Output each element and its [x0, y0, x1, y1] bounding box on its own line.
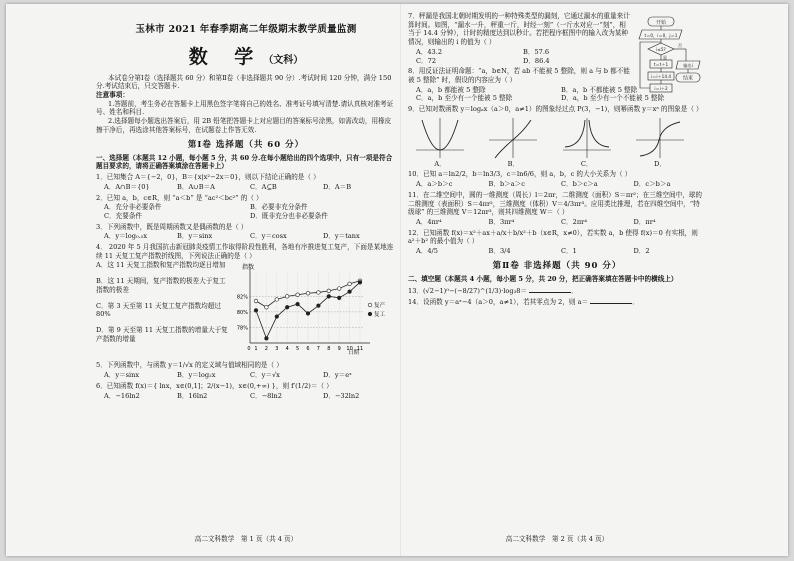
option-a: A．a＞b＞c [416, 180, 453, 189]
subject-sub: （文科） [263, 54, 304, 66]
question-10 [408, 170, 706, 188]
flow-step1-text: t＝t＋1 [653, 62, 669, 67]
question-4 [96, 243, 396, 359]
option-b: B．这 11 天期间，复产指数的极差大于复工指数的极差 [96, 277, 226, 294]
flow-cond-text: i≤5? [656, 47, 666, 52]
option-c: C．1 [561, 247, 577, 256]
x-tick-label: 11 [356, 346, 364, 353]
x-tick-label: 5 [296, 346, 300, 353]
answer-blank [529, 286, 571, 293]
option-d: D．y＝tanx [323, 232, 360, 241]
option-a: A．4πr⁴ [416, 217, 442, 226]
option-b: B．A∪B＝A [177, 182, 215, 191]
flow-start-text: 开始 [655, 20, 667, 26]
question-stem: 5．下列函数中，与函数 y＝1/√x 的定义域与值域相同的是（ ） [96, 361, 283, 370]
y-tick-label: 80% [236, 310, 248, 317]
data-point [275, 315, 279, 319]
question-3 [96, 223, 396, 241]
legend-marker [368, 313, 372, 317]
option-a: A．43.2 [416, 47, 443, 56]
resumption-index-chart [228, 261, 393, 359]
page-2 [408, 10, 706, 550]
data-point [317, 304, 321, 308]
option-d: D．a，b 至少有一个不能被 5 整除 [561, 94, 665, 103]
data-point [254, 300, 258, 304]
option-c: C．2πr⁴ [561, 217, 587, 226]
option-d: D．A＝B [323, 182, 352, 191]
option-a: A．A∩B＝{0} [104, 182, 150, 191]
question-2 [96, 194, 396, 221]
question-stem: 11．在二维空间中，圆的一维测度（周长）l＝2πr，二维测度（面积）S＝πr²；在三维空间中，球的二维测度（表面积）S＝4πr²，三维测度（体积）V＝4/3πr³。应用类比推理，若在四维空间中，“特级球” 的三维测度 V＝12πr³，则其四维测度 W＝（ ） [408, 190, 702, 217]
option-a: A．y＝sinx [104, 371, 140, 380]
question-stem: 12．已知函数 f(x)＝x²＋ax＋a/x＋b/x²＋b（x∈R，x≠0），若实数 a，b 使得 f(x)＝0 有实根，则 a²＋b² 的最小值为（ ） [408, 228, 698, 246]
x-axis-label: 日期 [348, 350, 360, 357]
option-b: B．y＝sinx [177, 232, 213, 241]
x-tick-label: 2 [264, 346, 268, 353]
option-c: C．A⊆B [250, 182, 277, 191]
option-d: D．86.4 [523, 56, 550, 65]
option-c: C．y＝√x [250, 371, 280, 380]
option-a: A．y＝log₀.₅x [104, 232, 148, 241]
option-c: C．y＝cosx [250, 232, 287, 241]
option-graph-b [487, 116, 539, 169]
data-point [296, 293, 300, 297]
x-tick-label: 1 [254, 346, 258, 353]
x-tick-label: 7 [316, 346, 320, 353]
data-point [285, 306, 289, 310]
flow-output-text: 输出i [683, 63, 693, 68]
option-a: A．4/5 [416, 247, 438, 256]
part1-title: 第Ⅰ卷 选择题（共 60 分） [187, 139, 305, 150]
x-tick-label: 10 [346, 346, 353, 353]
data-point [306, 312, 310, 316]
question-7 [408, 12, 630, 65]
question-14: 14．设函数 y＝aˣ−4（a＞0，a≠1），若其零点为 2，则 a＝ ． [408, 298, 639, 307]
question-stem: 4． 2020 年 5 月我国抗击新冠肺炎疫情工作取得阶段性胜利，各地有序推进复工复产，下面是某地连续 11 天复工复产指数折线图，下列说法正确的是（ ） [96, 243, 394, 260]
option-b: B．16ln2 [177, 391, 208, 400]
option-c: C．b＞c＞a [561, 180, 598, 189]
option-b: B．y＝log₂x [177, 371, 216, 380]
data-point [285, 295, 289, 299]
x-tick-label: 4 [285, 346, 289, 353]
question-stem: 1．已知集合 A＝{−2，0}，B＝{x|x²−2x＝0}，则以下结论正确的是（ ） [96, 173, 320, 182]
data-point [327, 290, 331, 294]
question-stem: 9．已知对数函数 y＝logₐx（a＞0，a≠1）的图象经过点 P(3，−1)，则幂函数 y＝xᵃ 的图象是（ ） [408, 105, 703, 114]
question-stem: 3．下列函数中，既是周期函数又是偶函数的是（ ） [96, 222, 248, 231]
flow-init-text: t＝0，i＝0，j＝1 [644, 33, 678, 38]
question-stem: 7．秤漏是我国北朝时期发明的一种特殊类型的漏刻，它通过漏水的重量来计算时间。如图，“漏水一升，秤重一斤，时经一刻”（一斤水对应一“刻”，相当于 14.4 分钟），计时的精度达到以秒计。若把程序框图中的输入改为某种情况，则输出的 i 的值为（ ） [408, 12, 630, 47]
option-c: C．a，b 至少有一个能被 5 整除 [416, 94, 513, 103]
y-tick-label: 78% [236, 325, 248, 332]
option-b: B．3πr⁴ [488, 217, 515, 226]
option-a: A．a，b 都能被 5 整除 [416, 85, 486, 94]
question-5 [96, 361, 396, 379]
x-origin-label: 0 [247, 346, 251, 353]
question-13: 13．(√2−1)⁰−(−8/27)^(1/3)·log₃8＝ ． [408, 286, 578, 295]
x-tick-label: 8 [327, 346, 331, 353]
data-point [306, 292, 310, 296]
data-point [275, 298, 279, 302]
option-c: C．第 3 天至第 11 天复工复产指数均超过 80% [96, 301, 221, 319]
x-tick-label: 9 [337, 346, 341, 353]
notice-title: 注意事项： [96, 91, 129, 100]
option-a: A．这 11 天复工指数和复产指数均逐日增加 [96, 261, 226, 270]
question-stem: 10．已知 a＝ln2/2，b＝ln3/3，c＝ln6/6，则 a，b，c 的大小关系为（ ） [408, 170, 632, 179]
option-d: D．既非充分也非必要条件 [250, 211, 328, 220]
data-point [337, 297, 341, 301]
option-b: B．3/4 [488, 247, 511, 256]
data-point [348, 290, 352, 294]
graph-c [561, 116, 613, 160]
option-d: D．第 9 天至第 11 天复工指数的增量大于复产指数的增量 [96, 326, 228, 343]
subject-heading [96, 45, 396, 70]
option-d: D．y＝eˣ [323, 371, 352, 380]
flow-step2-text: i＝i＋14.4 [650, 74, 672, 79]
question-stem: 14．设函数 y＝aˣ−4（a＞0，a≠1），若其零点为 2，则 a＝ [408, 298, 589, 307]
flow-no-text: 否 [677, 43, 683, 48]
option-c: C．−8ln2 [250, 391, 282, 400]
question-6 [96, 382, 396, 400]
option-d: D． [654, 159, 666, 168]
x-tick-label: 6 [306, 346, 310, 353]
data-point [265, 337, 269, 341]
question-stem: 2．已知 a，b，c∈R，则 “a＜b” 是 “ac²＜bc²” 的（ ） [96, 193, 263, 202]
data-point [358, 281, 362, 285]
option-a: A． [434, 159, 446, 168]
option-graph-c [561, 116, 613, 169]
option-b: B．57.6 [523, 47, 550, 56]
question-8 [408, 67, 630, 84]
flow-end-text: 结束 [682, 75, 694, 82]
data-point [317, 291, 321, 295]
option-b: B． [507, 159, 520, 168]
option-graph-a [414, 116, 466, 169]
exam-title: 玉林市 2021 年春季期高二年级期末教学质量监测 [135, 24, 357, 35]
option-d: D．2 [633, 247, 650, 256]
flow-step3-text: i＝i＋2 [654, 86, 668, 91]
option-c: C．充要条件 [104, 211, 143, 220]
graph-b [487, 116, 539, 160]
option-b: B．必要非充分条件 [250, 203, 308, 212]
part2-heading: 二、填空题（本题共 4 小题，每小题 5 分，共 20 分，把正确答案填在答题卡中的横线上） [408, 274, 678, 283]
question-11 [408, 191, 706, 227]
option-a: A．−16ln2 [104, 391, 140, 400]
notice-item-1: 1.答题前，考生务必在答题卡上用黑色签字笔将自己的姓名、准考证号填写清楚.请认真核对准考证号、姓名和科目. [96, 99, 394, 117]
answer-blank [590, 297, 632, 304]
graph-a [414, 116, 466, 160]
legend-marker [368, 304, 372, 308]
option-d: D．πr⁴ [633, 217, 656, 226]
flow-yes-text: 是 [662, 55, 668, 60]
part2-title: 第Ⅱ卷 非选择题（共 90 分） [492, 260, 622, 271]
data-point [265, 306, 269, 310]
y-axis-label: 指数 [242, 264, 255, 272]
page-1 [96, 10, 396, 550]
data-point [348, 283, 352, 287]
legend-label: 复工 [374, 312, 386, 319]
question-12 [408, 229, 706, 256]
option-c: C． [580, 159, 593, 168]
option-a: A．充分非必要条件 [104, 203, 162, 212]
exam-sheet [6, 4, 788, 556]
question-stem: 8．用反证法证明命题：“a，b∈N，若 ab 不能被 5 整除，则 a 与 b 都不能被 5 整除” 时，假设的内容应为（ ） [408, 67, 630, 84]
question-stem: 6．已知函数 f(x)＝{ lnx，x∈(0,1]；2/(x−1)，x∈(0,+∞) }，则 f′(1/2)＝（ ） [96, 381, 333, 390]
option-d: D．c＞b＞a [633, 180, 671, 189]
x-tick-label: 3 [275, 346, 279, 353]
data-point [296, 303, 300, 307]
y-tick-label: 82% [236, 294, 248, 301]
flowchart [632, 16, 704, 134]
question-stem: 13．(√2−1)⁰−(−8/27)^(1/3)·log₃8＝ [408, 286, 527, 295]
data-point [254, 309, 258, 313]
option-d: D．−32ln2 [323, 391, 360, 400]
subject-name: 数 学 [188, 45, 264, 68]
data-point [337, 287, 341, 291]
page-fold [400, 4, 401, 556]
option-c: C．72 [416, 56, 437, 65]
exam-intro: 本试卷分第Ⅰ卷（选择题共 60 分）和第Ⅱ卷（非选择题共 90 分）.考试时间 120 分钟，满分 150 分.考试结束后，只交答题卡. [96, 73, 392, 91]
data-point [327, 295, 331, 299]
legend-label: 复产 [374, 303, 386, 310]
question-1 [96, 173, 396, 191]
page-2-footer: 高二文科数学 第 2 页（共 4 页） [505, 535, 609, 544]
part1-heading: 一、选择题（本题共 12 小题，每小题 5 分，共 60 分.在每小题给出的四个选项中，只有一项是符合题目要求的，请将正确答案填涂在答题卡上） [96, 153, 393, 171]
page-1-footer: 高二文科数学 第 1 页（共 4 页） [194, 535, 298, 544]
notice-item-2: 2.选择题每小题选出答案后，用 2B 铅笔把答题卡上对应题目的答案标号涂黑，如需改动，用橡皮擦干净后，再选涂其他答案标号，在试题卷上作答无效. [96, 117, 392, 134]
option-b: B．b＞a＞c [488, 180, 525, 189]
option-b: B．a，b 不都能被 5 整除 [561, 85, 638, 94]
